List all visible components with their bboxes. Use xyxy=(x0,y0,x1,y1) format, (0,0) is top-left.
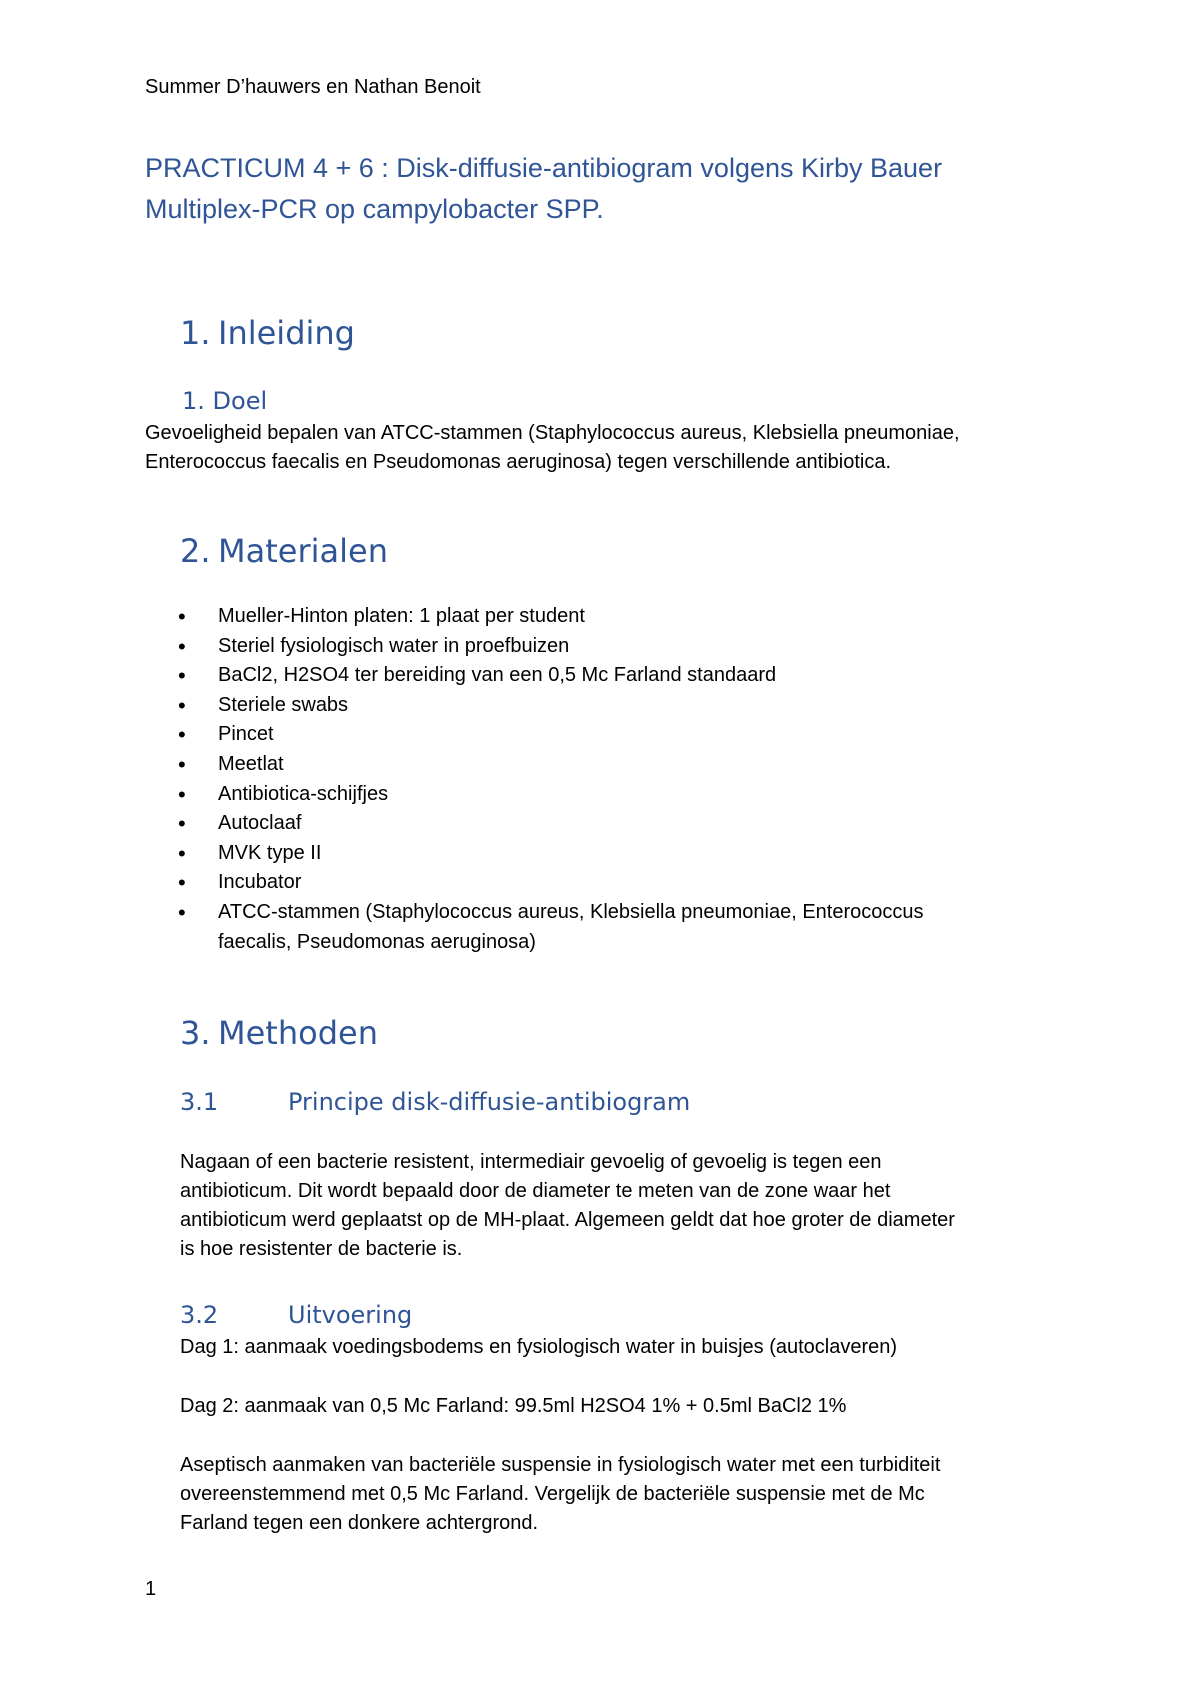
heading-label: Uitvoering xyxy=(288,1301,413,1329)
heading-inleiding xyxy=(180,314,355,352)
list-item: • ATCC-stammen (Staphylococcus aureus, Klebsiella pneumoniae, Enterococcus faecalis, Pseudomonas aeruginosa) xyxy=(178,898,978,957)
document-title xyxy=(145,148,1065,230)
principe-line-2: antibioticum. Dit wordt bepaald door de diameter te meten van de zone waar het xyxy=(180,1180,891,1202)
list-item: • Steriel fysiologisch water in proefbuizen xyxy=(178,632,978,662)
doel-paragraph xyxy=(145,419,960,477)
title-line-2: Multiplex-PCR op campylobacter SPP. xyxy=(145,194,604,224)
heading-label: Doel xyxy=(212,387,268,415)
doel-line-1: Gevoeligheid bepalen van ATCC-stammen (Staphylococcus aureus, Klebsiella pneumoniae, xyxy=(145,422,960,444)
heading-materialen xyxy=(180,532,388,570)
list-item: • BaCl2, H2SO4 ter bereiding van een 0,5 Mc Farland standaard xyxy=(178,661,978,691)
heading-label: Methoden xyxy=(218,1014,378,1052)
list-item: • MVK type II xyxy=(178,839,978,869)
uitvoering-line-1: Aseptisch aanmaken van bacteriële suspensie in fysiologisch water met een turbiditeit xyxy=(180,1454,941,1476)
doel-line-2: Enterococcus faecalis en Pseudomonas aeruginosa) tegen verschillende antibiotica. xyxy=(145,451,892,473)
title-line-1: PRACTICUM 4 + 6 : Disk-diffusie-antibiogram volgens Kirby Bauer xyxy=(145,153,943,183)
heading-number: 3. xyxy=(180,1014,211,1052)
heading-number: 3.2 xyxy=(180,1301,219,1329)
materials-list xyxy=(178,602,978,957)
uitvoering-line-3: Farland tegen een donkere achtergrond. xyxy=(180,1512,539,1534)
principe-paragraph xyxy=(180,1148,955,1264)
heading-label: Inleiding xyxy=(218,314,355,352)
heading-number: 3.1 xyxy=(180,1088,219,1116)
heading-methoden xyxy=(180,1014,378,1052)
heading-number: 1. xyxy=(182,387,205,415)
heading-doel xyxy=(182,387,267,415)
uitvoering-paragraph xyxy=(180,1451,940,1538)
list-item: • Incubator xyxy=(178,868,978,898)
heading-uitvoering xyxy=(180,1301,412,1329)
heading-label: Materialen xyxy=(218,532,388,570)
principe-line-3: antibioticum werd geplaatst op de MH-plaat. Algemeen geldt dat hoe groter de diameter xyxy=(180,1209,955,1231)
principe-line-4: is hoe resistenter de bacterie is. xyxy=(180,1238,463,1260)
list-item: • Mueller-Hinton platen: 1 plaat per student xyxy=(178,602,978,632)
list-item: • Pincet xyxy=(178,720,978,750)
list-item: • Antibiotica-schijfjes xyxy=(178,780,978,810)
dag1-text: Dag 1: aanmaak voedingsbodems en fysiologisch water in buisjes (autoclaveren) xyxy=(180,1336,898,1358)
list-item: • Autoclaaf xyxy=(178,809,978,839)
list-item: • Meetlat xyxy=(178,750,978,780)
author-line: Summer D’hauwers en Nathan Benoit xyxy=(145,76,481,98)
page-number: 1 xyxy=(145,1578,157,1600)
list-item: • Steriele swabs xyxy=(178,691,978,721)
uitvoering-line-2: overeenstemmend met 0,5 Mc Farland. Vergelijk de bacteriële suspensie met de Mc xyxy=(180,1483,925,1505)
dag2-text: Dag 2: aanmaak van 0,5 Mc Farland: 99.5ml H2SO4 1% + 0.5ml BaCl2 1% xyxy=(180,1395,847,1417)
heading-label: Principe disk-diffusie-antibiogram xyxy=(288,1088,691,1116)
principe-line-1: Nagaan of een bacterie resistent, intermediair gevoelig of gevoelig is tegen een xyxy=(180,1151,882,1173)
heading-principe xyxy=(180,1088,690,1116)
heading-number: 2. xyxy=(180,532,211,570)
heading-number: 1. xyxy=(180,314,211,352)
